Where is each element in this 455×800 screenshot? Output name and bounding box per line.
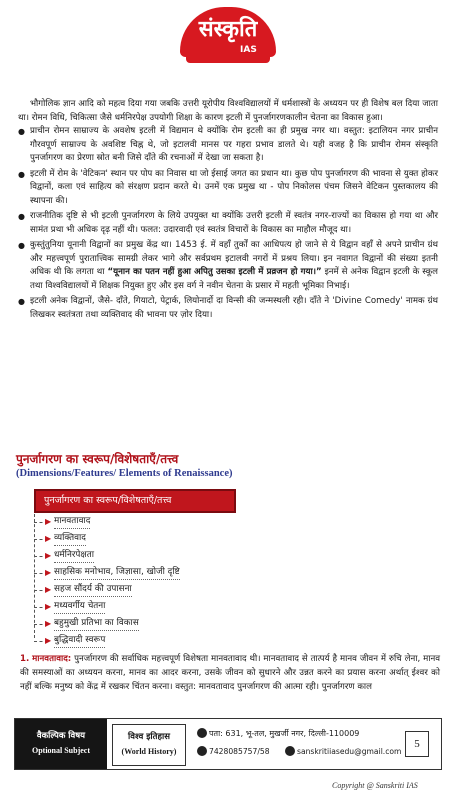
- page-number: 5: [405, 731, 429, 757]
- bullet-item: ● इटली अनेक विद्वानों, जैसे- दाँते, गियाटो, पेट्रार्क, लियोनार्दो दा विन्सी की जन्मस्थली रही। दाँते ने 'Divine Comedy' नामक ग्रंथ लिखकर स्वतंत्रता तथा व्यक्तिवाद की भावना पर ज़ोर दिया।: [18, 296, 438, 320]
- arrow-icon: ▶: [45, 585, 52, 594]
- sanskriti-logo: [180, 7, 276, 65]
- subject-box: विश्व इतिहास (World History): [112, 724, 186, 766]
- diagram-spine: [34, 514, 35, 638]
- point-text: पुनर्जागरण की सर्वाधिक महत्त्वपूर्ण विशेषता मानवतावाद थी। मानवतावाद से तात्पर्य है मानव जीवन में रुचि लेना, मानव की समस्याओं का अध्ययन करना, मानव का आदर करना, उसके जीवन को सुधारने और उन्नत करने का प्रयास करना अर्थात् ईश्वर को नहीं बल्कि मनुष्य को केंद्र में रखकर चिंतन करना। वस्तुत: मानवतावाद पुनर्जागरण की आत्मा रही। पुनर्जागरण काल: [20, 654, 440, 692]
- section-subtitle: (Dimensions/Features/ Elements of Renaissance): [16, 468, 233, 479]
- arrow-icon: ▶: [45, 551, 52, 560]
- point-heading: मानवतावाद:: [32, 654, 72, 664]
- intro-paragraph: भौगोलिक ज्ञान आदि को महत्व दिया गया जबकि उत्तरी यूरोपीय विश्वविद्यालयों में धर्मशास्त्रों के अध्ययन पर ही विशेष बल दिया जाता था। रोमन विधि, चिकित्सा जैसे धर्मनिरपेक्ष उपयोगी शिक्षा के कारण इटली में पुनर्जागरणकालीन चेतना का विकास हुआ।: [18, 99, 438, 123]
- bullet-icon: ●: [18, 212, 25, 221]
- arrow-icon: ▶: [45, 602, 52, 611]
- address: पता: 631, भू-तल, मुखर्जी नगर, दिल्ली-110009: [197, 728, 359, 739]
- optional-subject-box: वैकल्पिक विषय Optional Subject: [15, 719, 107, 769]
- arrow-icon: ▶: [45, 534, 52, 543]
- bullet-icon: ●: [18, 127, 25, 136]
- bullet-item: ● इटली में रोम के 'वेटिकन' स्थान पर पोप का निवास था जो ईसाई जगत का प्रधान था। कुछ पोप पुनर्जागरण की भावना से युक्त होकर विद्वानों, कला एवं साहित्य को संरक्षण प्रदान करते थे। उनमें एक प्रमुख था - पोप निकोलस पंचम जिसने वेटिकन पुस्तकालय की स्थापना की।: [18, 168, 438, 206]
- arrow-icon: ▶: [45, 619, 52, 628]
- section-title: पुनर्जागरण का स्वरूप/विशेषताएँ/तत्त्व: [16, 452, 179, 466]
- phone: 7428085757/58: [197, 746, 270, 756]
- logo-text: संस्कृति: [198, 16, 258, 42]
- bullet-item: ● प्राचीन रोमन साम्राज्य के अवशेष इटली में विद्यमान थे क्योंकि रोम इटली का ही प्रमुख नगर था। वस्तुत: इटालियन नगर प्राचीन गौरवपूर्ण साम्राज्य के अवशिष्ट चिह्न थे, जो इटालवी मानस पर गहरा प्रभाव डालते थे। यही वजह है कि प्राचीन रोमन संस्कृति पुनर्जागरण का प्रेरणा स्रोत बनी जिसे दाँते की रचनाओं में देखा जा सकता है।: [18, 126, 438, 163]
- location-icon: [197, 728, 207, 738]
- arrow-icon: ▶: [45, 517, 52, 526]
- bullet-item: ● राजनीतिक दृष्टि से भी इटली पुनर्जागरण के लिये उपयुक्त था क्योंकि उत्तरी इटली में स्वतंत्र नगर-राज्यों का विकास हो गया था और सामंत प्रथा भी अधिक दृढ़ नहीं थी। फलत: उदारवादी एवं स्वतंत्र विचारों के विकास का माहौल मौजूद था।: [18, 211, 438, 235]
- bullet-icon: ●: [18, 241, 25, 250]
- arrow-icon: ▶: [45, 636, 52, 645]
- logo-sub: IAS: [240, 45, 257, 55]
- point-humanism: [20, 652, 440, 694]
- body-text: [18, 98, 438, 324]
- diagram-header: पुनर्जागरण का स्वरूप/विशेषताएँ/तत्त्व: [34, 489, 236, 513]
- bullet-icon: ●: [18, 297, 25, 306]
- arrow-icon: ▶: [45, 568, 52, 577]
- copyright: Copyright @ Sanskriti IAS: [332, 781, 418, 790]
- bullet-icon: ●: [18, 169, 25, 179]
- bullet-item: ● कुस्तुंतुनिया यूनानी विद्वानों का प्रमुख केंद्र था। 1453 ई. में वहाँ तुर्कों का आधिपत्य हो जाने से ये विद्वान वहाँ से अपने प्राचीन ग्रंथ और महत्त्वपूर्ण पुरातात्त्विक सामग्री लेकर भागे और सर्वप्रथम इटालवी नगरों में प्रश्रय लिया। इन नवागत विद्वानों की संख्या इतनी अधिक थी कि लगता था “यूनान का पतन नहीं हुआ अपितु उसका इटली में प्रव्रजन हो गया।” इनमें से अनेक विद्वान इटली के स्कूल तथा विश्वविद्यालयों में शिक्षक नियुक्त हुए और इस वर्ग ने नवीन चेतना के प्रसार में महती भूमिका निभाई।: [18, 240, 439, 291]
- phone-icon: [197, 746, 207, 756]
- email-icon: [285, 746, 295, 756]
- quote-text: “यूनान का पतन नहीं हुआ अपितु उसका इटली में प्रव्रजन हो गया।”: [107, 267, 322, 277]
- email[interactable]: sanskritiiasedu@gmail.com: [285, 746, 401, 756]
- footer: [14, 718, 442, 770]
- point-number: 1.: [20, 654, 30, 664]
